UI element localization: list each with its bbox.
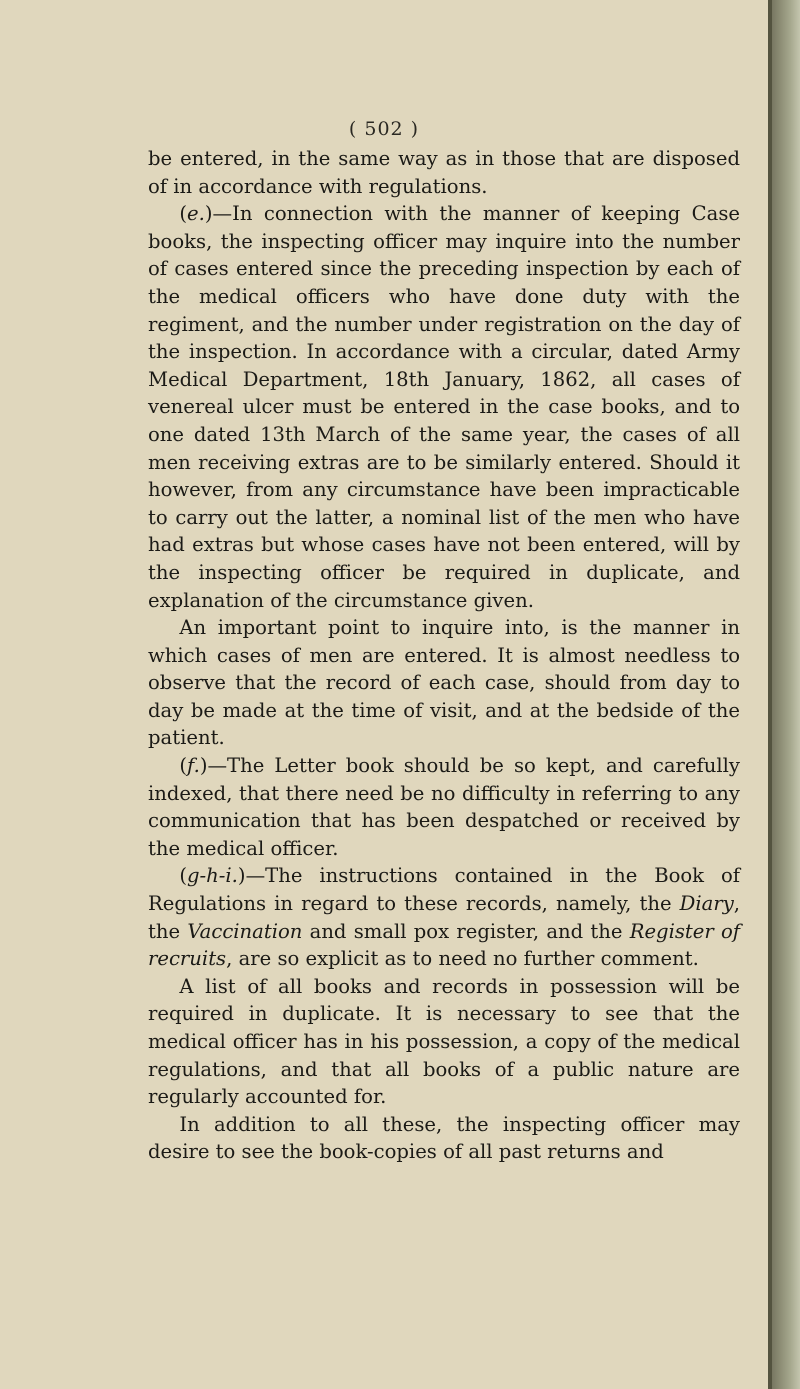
italic-text: Diary (679, 892, 734, 916)
italic-text: Register of recruits (148, 919, 740, 971)
text-run: be entered, in the same way as in those that are disposed of in accordance with regulations. (148, 147, 740, 198)
text-run: ( (179, 864, 188, 888)
text-run: In addition to all these, the inspecting officer may desire to see the book-copies of all past returns and (148, 1112, 740, 1164)
paragraph (148, 200, 740, 614)
text-run: , are so explicit as to need no further comment. (226, 947, 699, 971)
page-edge-shadow (768, 0, 800, 1389)
text-run: ( (179, 754, 188, 778)
text-run: )—In connection with the manner of keeping Case books, the inspecting officer may inquire into the number of cases entered since the preceding inspection by each of the medical officers who have done duty with the regiment, and the number under registration on the day of the inspection. In accordance with a circular, dated Army Medical Department, 18th January, 1862, all cases of venereal ulcer must be entered in the case books, and to one dated 13th March of the same year, the cases of all men receiving extras are to be similarly entered. Should it however, from any circumstance have been impracticable to carry out the latter, a nominal list of the men who have had extras but whose cases have not been entered, will by the inspecting officer be required in duplicate, and explanation of the circumstance given. (148, 202, 740, 612)
italic-text: e. (187, 202, 205, 226)
italic-text: g-h-i. (187, 864, 238, 888)
italic-text: Vaccination (187, 919, 303, 943)
paragraph (148, 752, 740, 862)
text-run: and small pox register, and the (302, 919, 630, 943)
body-text (148, 145, 740, 1166)
text-run: )—The Letter book should be so kept, and carefully indexed, that there need be no difficulty in referring to any communication that has been despatched or received by the medical officer. (148, 754, 740, 860)
text-run: A list of all books and records in possession will be required in duplicate. It is necessary to see that the medical officer has in his possession, a copy of the medical regulations, and that all books of a public nature are regularly accounted for. (148, 974, 740, 1109)
paragraph (148, 1111, 740, 1166)
text-run: ( (179, 202, 188, 226)
paragraph (148, 145, 740, 200)
paragraph (148, 614, 740, 752)
page-number: ( 502 ) (348, 118, 420, 140)
italic-text: f. (187, 754, 200, 778)
paragraph (148, 973, 740, 1111)
text-run: , the (148, 892, 740, 943)
text-run: An important point to inquire into, is the manner in which cases of men are entered. It is almost needless to observe that the record of each case, should from day to day be made at the time of visit, and at the bedside of the patient. (148, 616, 740, 750)
text-run: )—The instructions contained in the Book of Regulations in regard to these records, namely, the (148, 864, 740, 916)
paragraph (148, 862, 740, 972)
